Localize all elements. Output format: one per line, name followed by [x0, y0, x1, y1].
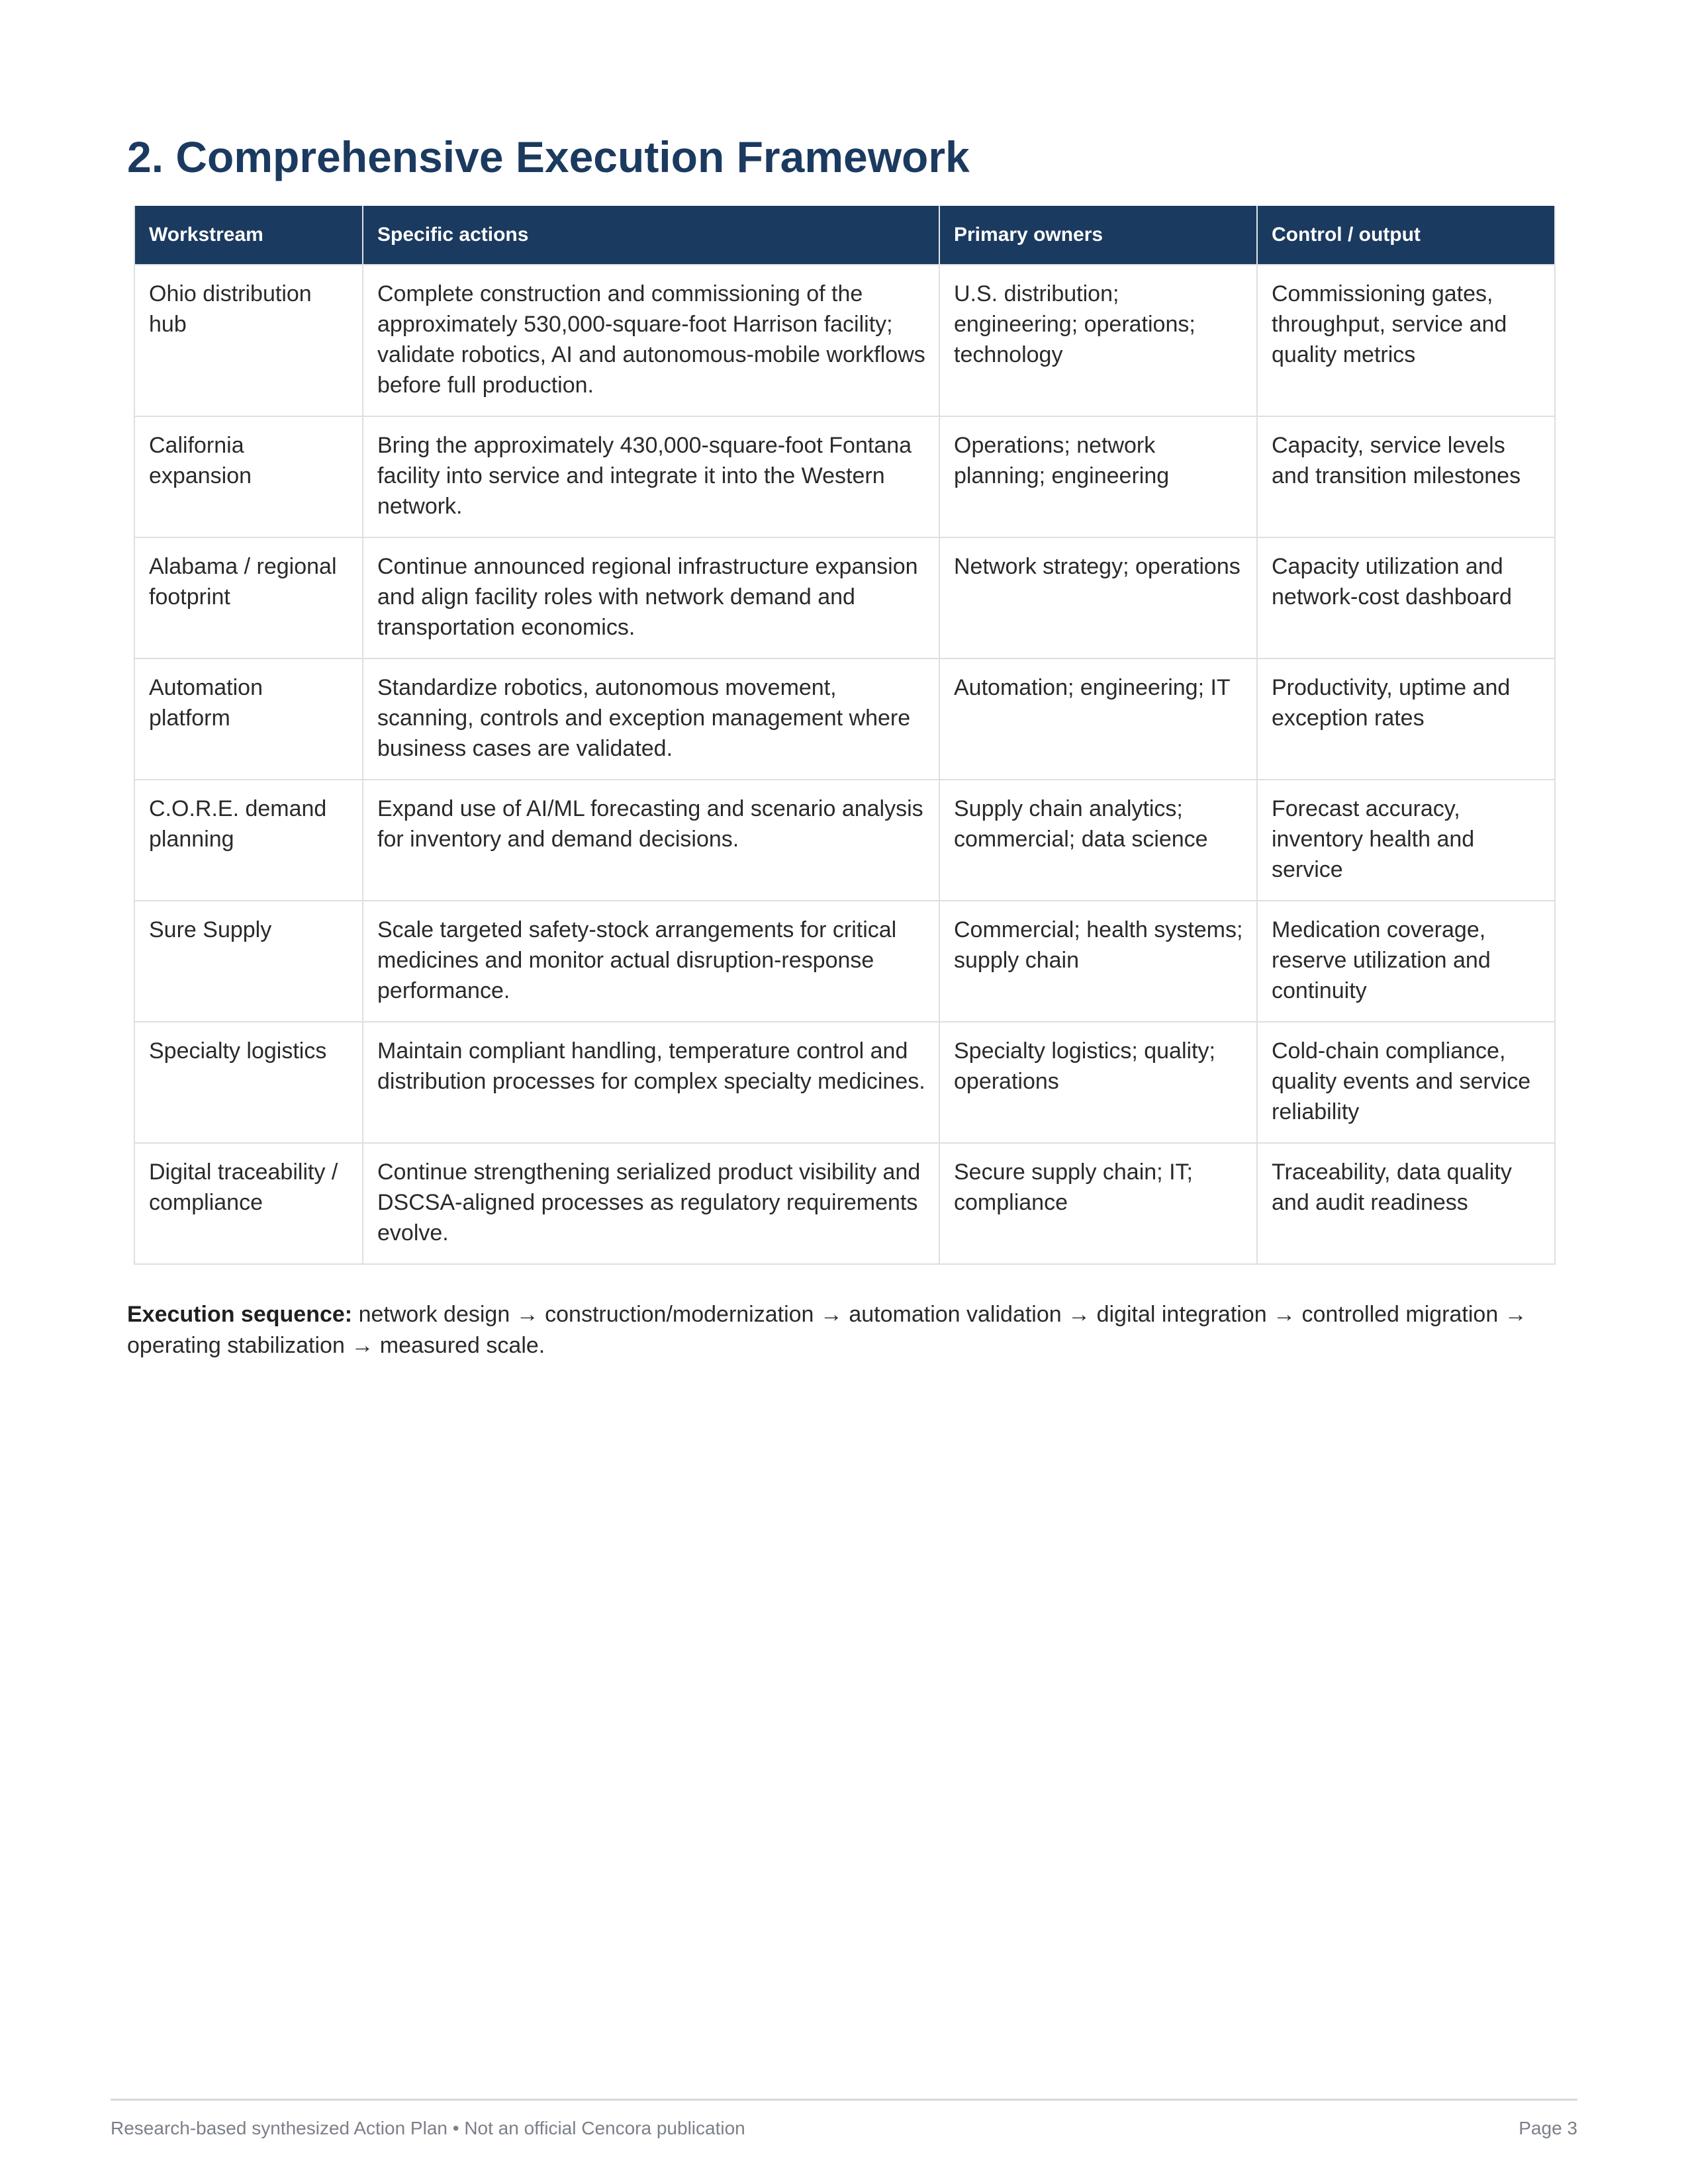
workstream-cell: Ohio distribution hub: [134, 265, 363, 416]
control-output-cell: Cold-chain compliance, quality events and service reliability: [1257, 1022, 1555, 1143]
actions-cell: Standardize robotics, autonomous movement, scanning, controls and exception management where business cases are validated.: [363, 659, 939, 780]
owners-cell: Network strategy; operations: [939, 537, 1257, 659]
execution-sequence-paragraph: [127, 1299, 1577, 1361]
control-output-cell: Traceability, data quality and audit readiness: [1257, 1143, 1555, 1264]
control-output-cell: Commissioning gates, throughput, service and quality metrics: [1257, 265, 1555, 416]
table-row: [134, 659, 1555, 780]
control-output-cell: Capacity utilization and network-cost dashboard: [1257, 537, 1555, 659]
actions-cell: Scale targeted safety-stock arrangements for critical medicines and monitor actual disruption-response performance.: [363, 901, 939, 1022]
page-number: Page 3: [1519, 2118, 1577, 2138]
workstream-cell: Specialty logistics: [134, 1022, 363, 1143]
workstream-cell: California expansion: [134, 416, 363, 537]
footer-disclaimer: Research-based synthesized Action Plan • Not an official Cencora publication: [111, 2118, 745, 2138]
workstream-cell: Automation platform: [134, 659, 363, 780]
actions-cell: Complete construction and commissioning of the approximately 530,000-square-foot Harrison facility; validate robotics, AI and autonomous-mobile workflows before full production.: [363, 265, 939, 416]
header-control-output: Control / output: [1257, 206, 1555, 265]
table-header-row: [134, 206, 1555, 265]
table-row: [134, 265, 1555, 416]
owners-cell: Supply chain analytics; commercial; data science: [939, 780, 1257, 901]
workstream-cell: Sure Supply: [134, 901, 363, 1022]
section-title: 2. Comprehensive Execution Framework: [127, 132, 970, 181]
actions-cell: Expand use of AI/ML forecasting and scenario analysis for inventory and demand decisions.: [363, 780, 939, 901]
actions-cell: Maintain compliant handling, temperature control and distribution processes for complex specialty medicines.: [363, 1022, 939, 1143]
control-output-cell: Medication coverage, reserve utilization and continuity: [1257, 901, 1555, 1022]
owners-cell: Secure supply chain; IT; compliance: [939, 1143, 1257, 1264]
header-primary-owners: Primary owners: [939, 206, 1257, 265]
table-row: [134, 537, 1555, 659]
control-output-cell: Capacity, service levels and transition milestones: [1257, 416, 1555, 537]
owners-cell: Commercial; health systems; supply chain: [939, 901, 1257, 1022]
actions-cell: Continue strengthening serialized product visibility and DSCSA-aligned processes as regulatory requirements evolve.: [363, 1143, 939, 1264]
execution-framework-table: [134, 206, 1556, 1265]
workstream-cell: Digital traceability / compliance: [134, 1143, 363, 1264]
owners-cell: Operations; network planning; engineering: [939, 416, 1257, 537]
table-row: [134, 416, 1555, 537]
owners-cell: Automation; engineering; IT: [939, 659, 1257, 780]
actions-cell: Continue announced regional infrastructure expansion and align facility roles with network demand and transportation economics.: [363, 537, 939, 659]
header-specific-actions: Specific actions: [363, 206, 939, 265]
execution-sequence-text: network design → construction/modernization → automation validation → digital integration → controlled migration → operating stabilization → measured scale.: [127, 1302, 1527, 1358]
owners-cell: U.S. distribution; engineering; operations; technology: [939, 265, 1257, 416]
footer-divider: [111, 2099, 1577, 2101]
workstream-cell: Alabama / regional footprint: [134, 537, 363, 659]
actions-cell: Bring the approximately 430,000-square-foot Fontana facility into service and integrate it into the Western network.: [363, 416, 939, 537]
control-output-cell: Productivity, uptime and exception rates: [1257, 659, 1555, 780]
table-row: [134, 1143, 1555, 1264]
header-workstream: Workstream: [134, 206, 363, 265]
table-row: [134, 1022, 1555, 1143]
workstream-cell: C.O.R.E. demand planning: [134, 780, 363, 901]
table-row: [134, 901, 1555, 1022]
table-row: [134, 780, 1555, 901]
execution-sequence-label: Execution sequence:: [127, 1302, 353, 1327]
control-output-cell: Forecast accuracy, inventory health and service: [1257, 780, 1555, 901]
owners-cell: Specialty logistics; quality; operations: [939, 1022, 1257, 1143]
